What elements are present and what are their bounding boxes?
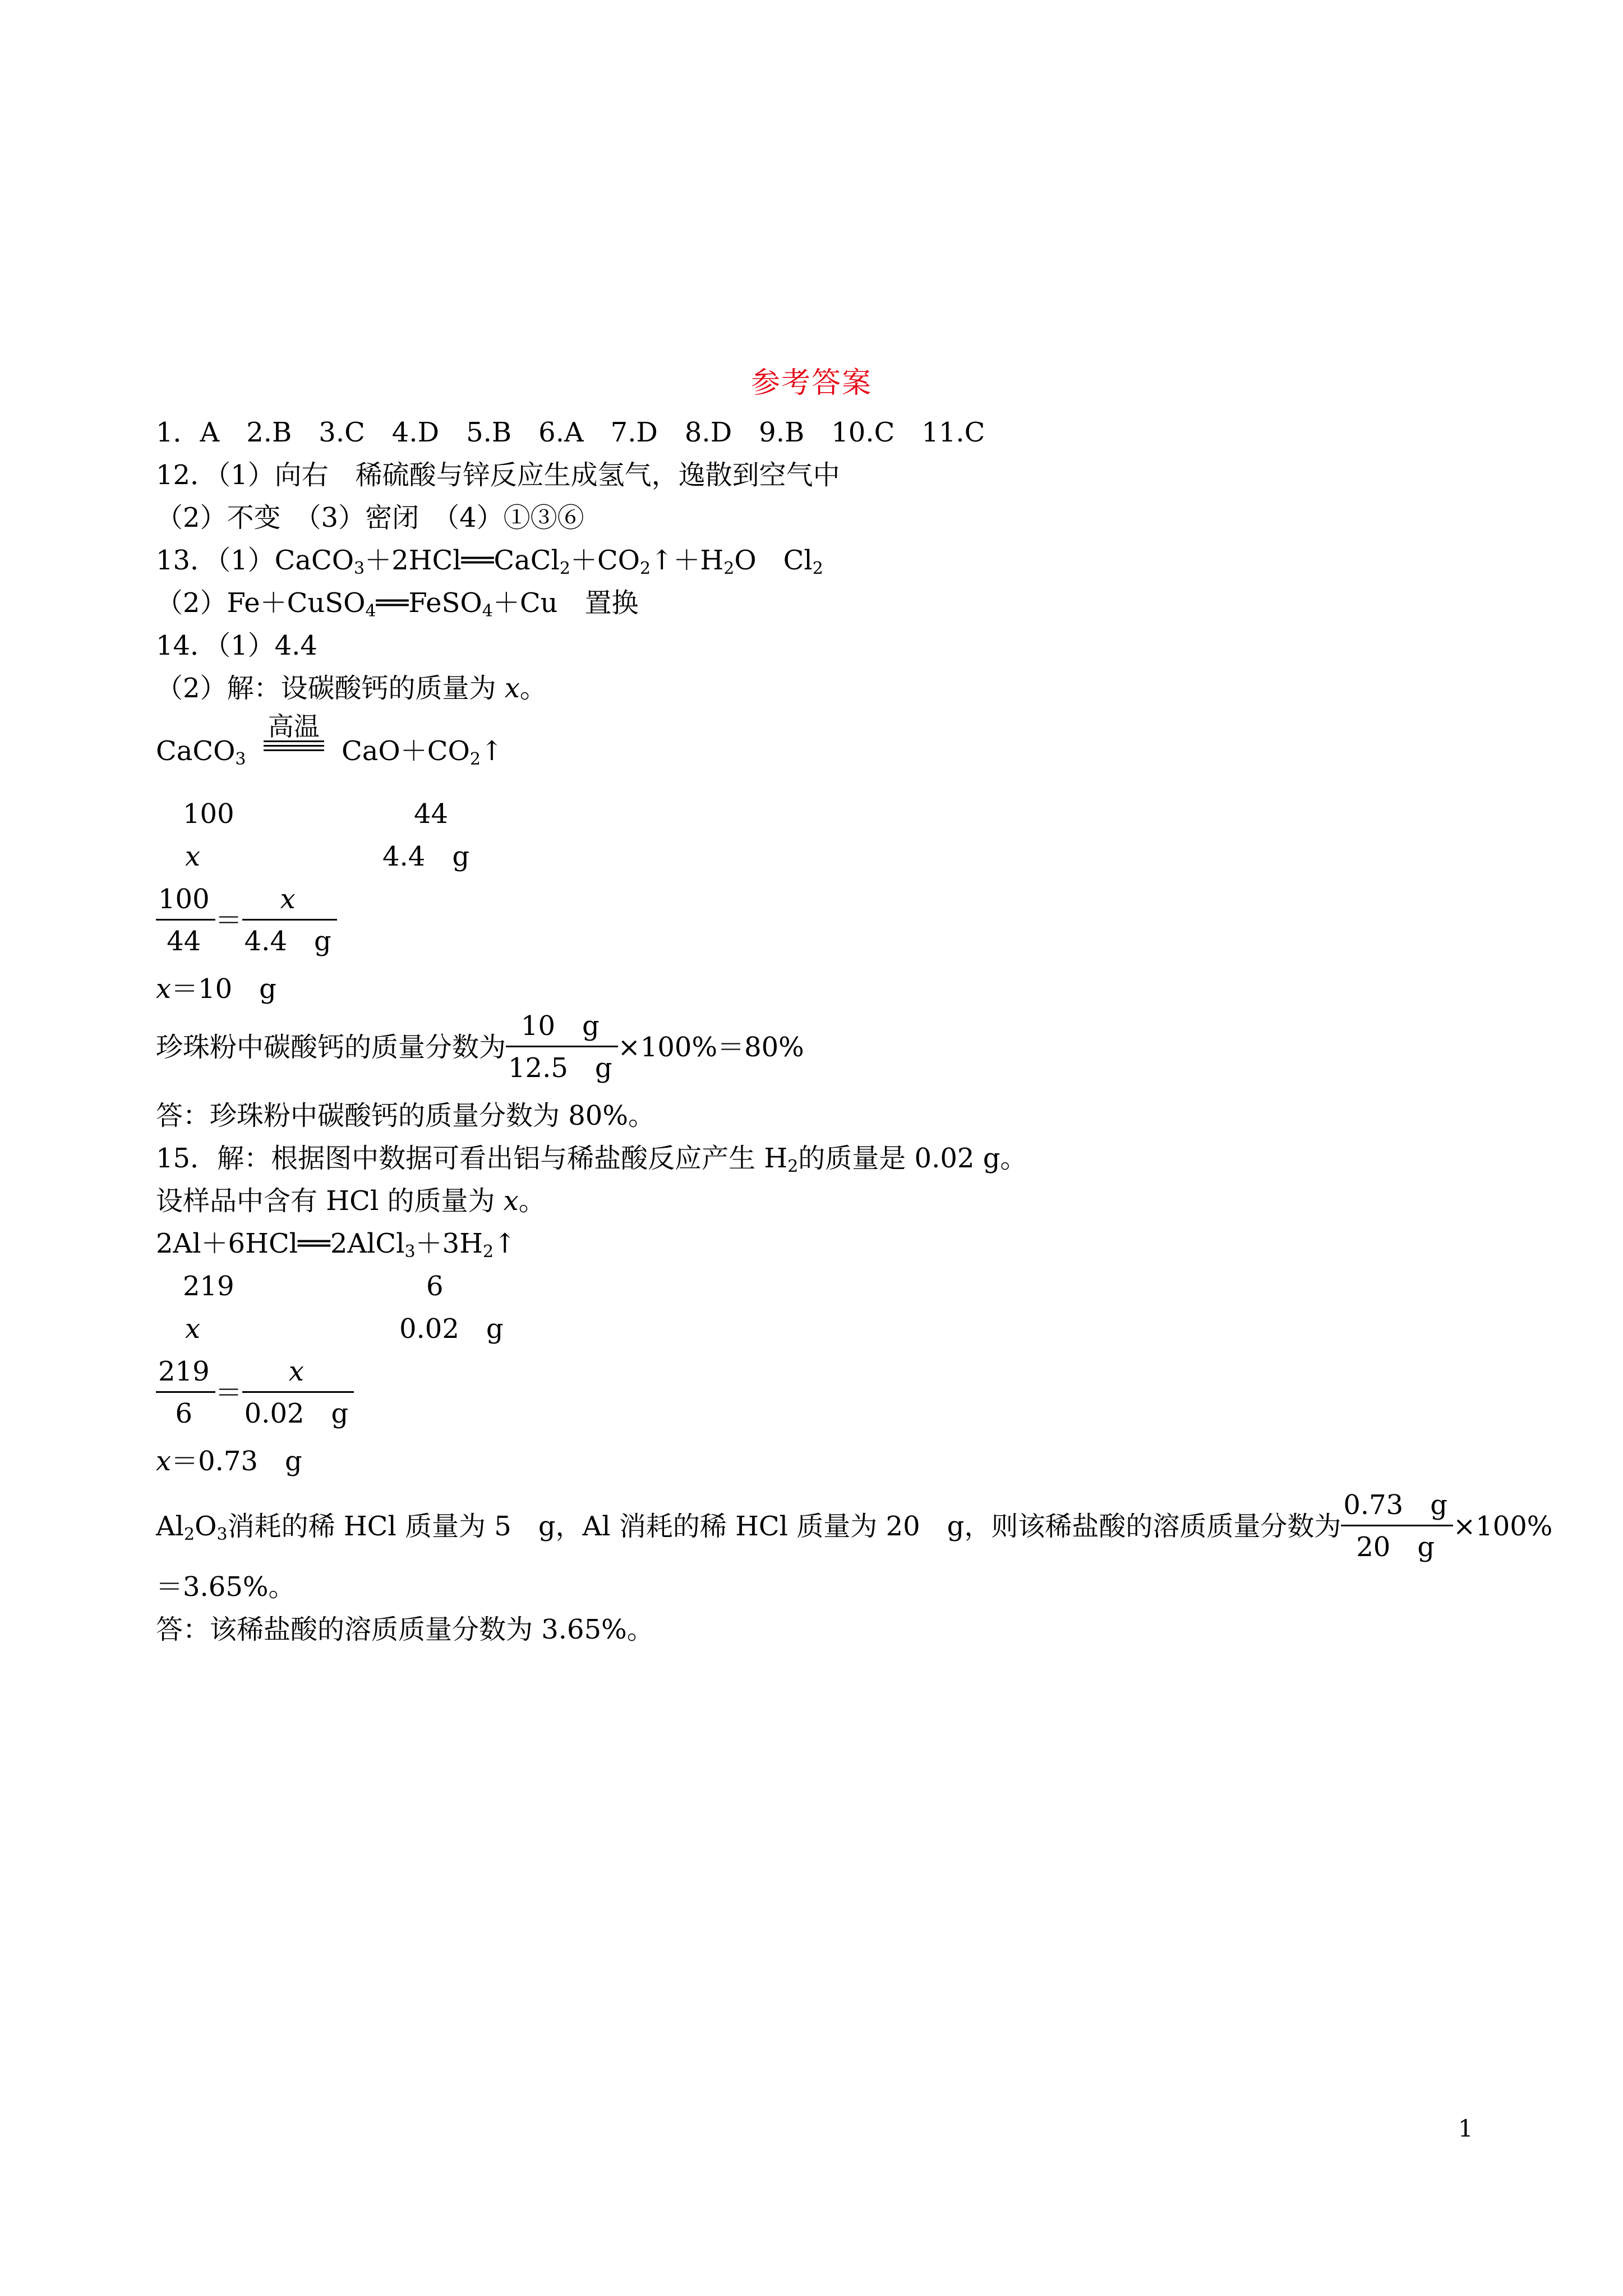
q15-calc-continuation: ＝3.65%。 (156, 1571, 296, 1603)
q15-val-left: x (185, 1313, 201, 1345)
q15-proportion: $\frac{219}{6}$ ＝ $\frac{x}{0.02 g}$ (156, 1355, 354, 1430)
mc-answers: 1．A 2.B 3.C 4.D 5.B 6.A 7.D 8.D 9.B 10.C 11.C (156, 417, 985, 448)
q14-equation: CaCO$_3$ 高温 $CaO+CO_2↑$ (156, 711, 504, 769)
q14-line1: 14．（1）4.4 (156, 630, 317, 661)
q15-answer: 答：该稀盐酸的溶质质量分数为 3.65%。 (156, 1614, 654, 1645)
q14-val-right: 4.4 g (382, 841, 470, 872)
q14-ratio-left: 100 (183, 798, 234, 830)
q15-calculation: $Al_2O_3$消耗的稀 HCl 质量为 5 g，Al 消耗的稀 HCl 质量为 20 g，则该稀盐酸的溶质质量分数为 $\frac{0.73 g}{20 g}$ ×100% (156, 1489, 1553, 1563)
q15-val-right: 0.02 g (399, 1313, 504, 1345)
q15-line2: 设样品中含有 HCl 的质量为 x。 (156, 1185, 546, 1217)
q12-line1: 12．（1）向右 稀硫酸与锌反应生成氢气，逸散到空气中 (156, 459, 840, 491)
q14-answer: 答：珍珠粉中碳酸钙的质量分数为 80%。 (156, 1100, 655, 1131)
q13-line1: 13．$(1)CaCO_3+2HCl══CaCl_2+CO_2↑+H_2O$ $Cl_2$ (156, 545, 823, 578)
q14-percentage: 珍珠粉中碳酸钙的质量分数为 $\frac{10 g}{12.5 g}$ ×100%＝80% (156, 1010, 804, 1084)
q13-line2: （2）Fe＋CuSO$_4$══FeSO$_4$＋Cu 置换 (156, 587, 639, 621)
page-title: 参考答案 (750, 366, 872, 400)
q15-result: x＝0.73 g (156, 1446, 302, 1477)
q15-ratio-left: 219 (183, 1271, 234, 1302)
q14-ratio-right: 44 (414, 798, 449, 830)
q14-line2: （2）解：设碳酸钙的质量为 x。 (156, 673, 547, 704)
q15-ratio-right: 6 (426, 1271, 444, 1302)
reaction-condition: 高温 (260, 735, 328, 767)
q15-equation: $2Al+6HCl══2AlCl_3+3H_2↑$ (156, 1228, 517, 1262)
page-number: 1 (1458, 2115, 1473, 2142)
q14-result: x＝10 g (156, 973, 276, 1005)
q14-proportion: $\frac{100}{44}$ ＝ $\frac{x}{4.4 g}$ (156, 883, 337, 958)
q12-line2: （2）不变 （3）密闭 （4）①③⑥ (156, 502, 584, 533)
q15-line1: 15．解：根据图中数据可看出铝与稀盐酸反应产生 $H_2$的质量是 0.02 g。 (156, 1143, 1027, 1176)
q14-val-left: x (185, 841, 201, 872)
